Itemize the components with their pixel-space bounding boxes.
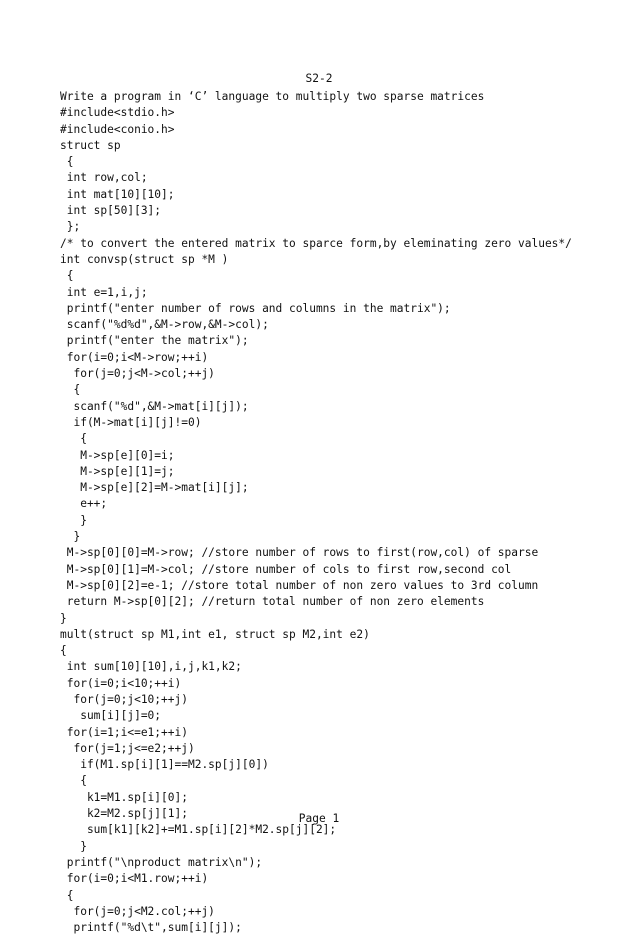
code-line: return M->sp[0][2]; //return total number of non zero elements (60, 595, 485, 609)
code-line: e++; (60, 497, 108, 511)
code-line: scanf("%d",&M->mat[i][j]); (60, 399, 249, 413)
code-line: #include<stdio.h> (60, 106, 175, 120)
code-listing (60, 89, 620, 936)
code-line: int convsp(struct sp *M ) (60, 252, 229, 266)
code-line: int mat[10][10]; (60, 187, 175, 201)
code-line: for(j=1;j<=e2;++j) (60, 741, 195, 755)
code-line: int sp[50][3]; (60, 204, 162, 218)
page-footer: Page 1 (298, 812, 340, 825)
code-line: for(j=0;j<10;++j) (60, 692, 188, 706)
code-line: M->sp[0][0]=M->row; //store number of rows to first(row,col) of sparse (60, 546, 539, 560)
code-line: mult(struct sp M1,int e1, struct sp M2,int e2) (60, 627, 370, 641)
code-line: int row,col; (60, 171, 148, 185)
code-line: k1=M1.sp[i][0]; (60, 790, 188, 804)
code-line: printf("enter number of rows and columns in the matrix"); (60, 301, 451, 315)
code-line: M->sp[e][0]=i; (60, 448, 175, 462)
code-line: for(i=0;i<M->row;++i) (60, 350, 209, 364)
code-line: sum[i][j]=0; (60, 709, 162, 723)
code-line: } (60, 513, 87, 527)
code-line: } (60, 611, 67, 625)
code-line: } (60, 839, 87, 853)
code-line: printf("\nproduct matrix\n"); (60, 855, 263, 869)
code-line: sum[k1][k2]+=M1.sp[i][2]*M2.sp[j][2]; (60, 823, 337, 837)
code-line: for(j=0;j<M->col;++j) (60, 367, 215, 381)
code-line: if(M1.sp[i][1]==M2.sp[j][0]) (60, 758, 269, 772)
code-line: { (60, 383, 81, 397)
code-line: int sum[10][10],i,j,k1,k2; (60, 660, 242, 674)
code-line: k2=M2.sp[j][1]; (60, 807, 188, 821)
code-line: M->sp[e][1]=j; (60, 464, 175, 478)
code-line: if(M->mat[i][j]!=0) (60, 415, 202, 429)
code-line: }; (60, 220, 81, 234)
code-line: { (60, 269, 74, 283)
code-line: struct sp (60, 138, 121, 152)
code-line: { (60, 644, 67, 658)
code-line: M->sp[0][1]=M->col; //store number of cols to first row,second col (60, 562, 512, 576)
code-line: for(i=1;i<=e1;++i) (60, 725, 188, 739)
code-line: } (60, 530, 81, 544)
code-line: printf("%d\t",sum[i][j]); (60, 921, 242, 935)
code-line: #include<conio.h> (60, 122, 175, 136)
code-line: for(j=0;j<M2.col;++j) (60, 904, 215, 918)
code-line: printf("enter the matrix"); (60, 334, 249, 348)
code-line: int e=1,i,j; (60, 285, 148, 299)
page-header: S2-2 (305, 72, 333, 85)
code-line: Write a program in ‘C’ language to multiply two sparse matrices (60, 90, 485, 103)
code-line: M->sp[0][2]=e-1; //store total number of non zero values to 3rd column (60, 578, 539, 592)
code-line: /* to convert the entered matrix to sparce form,by eleminating zero values*/ (60, 236, 572, 250)
code-line: for(i=0;i<10;++i) (60, 676, 182, 690)
code-line: M->sp[e][2]=M->mat[i][j]; (60, 481, 249, 495)
code-line: for(i=0;i<M1.row;++i) (60, 872, 209, 886)
code-line: { (60, 774, 87, 788)
code-line: { (60, 888, 74, 902)
code-line: scanf("%d%d",&M->row,&M->col); (60, 318, 269, 332)
code-line: { (60, 155, 74, 169)
code-line: { (60, 432, 87, 446)
